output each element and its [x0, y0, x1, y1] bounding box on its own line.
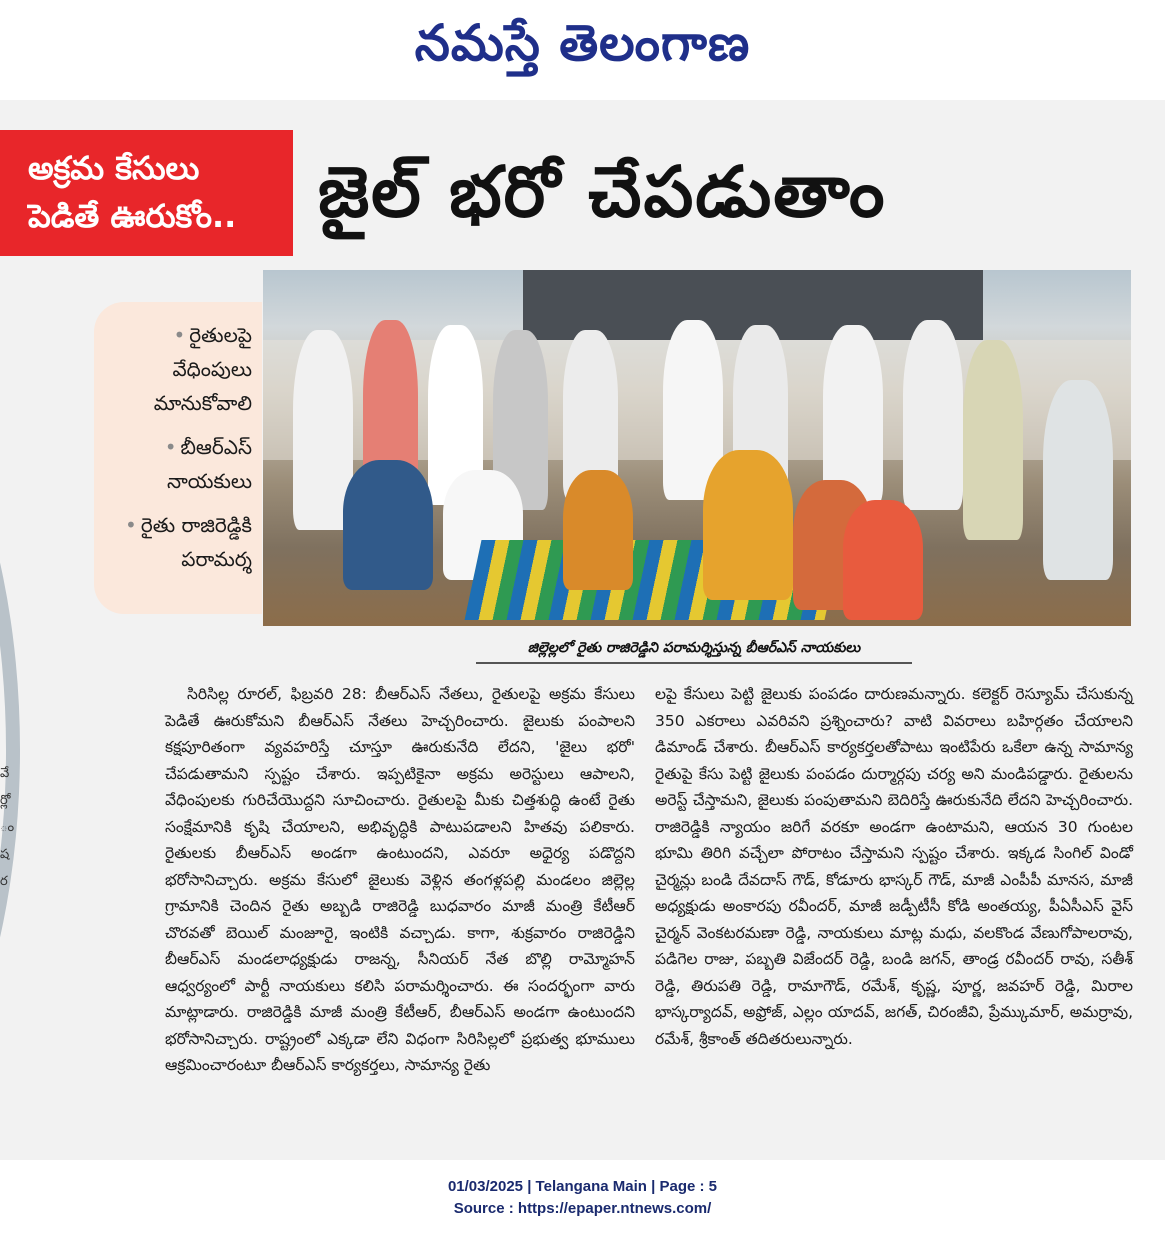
bullet-item — [112, 508, 252, 576]
bullet-dot-icon: • — [173, 323, 186, 347]
adjacent-article-fragment — [0, 760, 14, 895]
photo-caption: జిల్లెల్లలో రైతు రాజిరెడ్డిని పరామర్శిస్తున్న బీఆర్ఎస్ నాయకులు — [476, 634, 912, 664]
bullet-item — [112, 430, 252, 498]
fragment-line: ర — [0, 874, 8, 889]
bullet-dot-icon: • — [164, 435, 177, 459]
fragment-line: వే — [0, 766, 10, 781]
photo-person — [903, 320, 963, 510]
bullet-text: రైతు రాజిరెడ్డికి పరామర్శ — [140, 513, 252, 571]
fragment-line: ం — [0, 820, 15, 835]
photo-person — [1043, 380, 1113, 580]
article-column-1 — [165, 681, 635, 1079]
fragment-line: ర్లో — [0, 793, 11, 808]
bullet-list — [112, 318, 252, 586]
headline: జైల్ భరో చేపడుతాం — [318, 151, 887, 233]
news-photo — [263, 270, 1131, 626]
article-paragraph: సిరిసిల్ల రూరల్, ఫిబ్రవరి 28: బీఆర్ఎస్ నేతలు, రైతులపై అక్రమ కేసులు పెడితే ఊరుకోమని బీఆర్ఎస్ నేతలు హెచ్చరించారు. జైలుకు పంపాలని కక్షపూరితంగా వ్యవహరిస్తే చూస్తూ ఊరుకునేది లేదని, 'జైలు భరో' చేపడుతామని స్పష్టం చేశారు. ఇప్పటికైనా అక్రమ అరెస్టులు ఆపాలని, వేధింపులకు గురిచేయొద్దని సూచించారు. రైతులపై మీకు చిత్తశుద్ధి ఉంటే రైతు సంక్షేమానికి కృషి చేయాలని, అభివృద్ధికి పాటుపడాలని హితవు పలికారు. రైతులకు బీఆర్ఎస్ అండగా ఉంటుందని, ఎవరూ అధైర్య పడొద్దని భరోసానిచ్చారు. అక్రమ కేసులో జైలుకు వెళ్లిన తంగళ్లపల్లి మండలం జిల్లెల్ల గ్రామానికి చెందిన రైతు అబ్బడి రాజిరెడ్డి బుధవారం మాజీ మంత్రి కేటీఆర్ చొరవతో బెయిల్ మంజూరై, ఇంటికి వచ్చాడు. కాగా, శుక్రవారం రాజిరెడ్డిని బీఆర్ఎస్ మండలాధ్యక్షుడు రాజన్న, సీనియర్ నేత బొల్లి రామ్మోహన్ ఆధ్వర్యంలో పార్టీ నాయకులు కలిసి పరామర్శించారు. ఈ సందర్భంగా వారు మాట్లాడారు. రాజిరెడ్డికి మాజీ మంత్రి కేటీఆర్, బీఆర్ఎస్ అండగా ఉంటుందని భరోసానిచ్చారు. రాష్ట్రంలో ఎక్కడా లేని విధంగా సిరిసిల్లలో ప్రభుత్వ భూములు ఆక్రమించారంటూ బీఆర్ఎస్ కార్యకర్తలు, సామాన్య రైతు — [165, 685, 635, 1074]
photo-person — [563, 470, 633, 590]
photo-person — [963, 340, 1023, 540]
photo-person — [843, 500, 923, 620]
photo-person — [823, 325, 883, 505]
newspaper-masthead: నమస్తే తెలంగాణ — [414, 13, 751, 72]
bullet-text: రైతులపై వేధింపులు మానుకోవాలి — [153, 323, 252, 415]
bullet-item — [112, 318, 252, 420]
footer-source-link[interactable]: Source : https://epaper.ntnews.com/ — [453, 1200, 712, 1217]
bullet-dot-icon: • — [125, 513, 137, 537]
fragment-line: ష — [0, 847, 10, 862]
kicker-box — [0, 130, 293, 256]
article-column-2 — [655, 681, 1133, 1052]
footer-edition-info: 01/03/2025 | Telangana Main | Page : 5 — [447, 1178, 718, 1195]
article-paragraph: లపై కేసులు పెట్టి జైలుకు పంపడం దారుణమన్నారు. కలెక్టర్ రెస్యూమ్ చేసుకున్న 350 ఎకరాలు ఎవరివని ప్రశ్నించారు? వాటి వివరాలు బహిర్గతం చేయాలని డిమాండ్ చేశారు. బీఆర్ఎస్ కార్యకర్తలతోపాటు ఇంటిపేరు ఒకేలా ఉన్న సామాన్య రైతుపై కేసు పెట్టి జైలుకు పంపడం దుర్మార్గపు చర్య అని మండిపడ్డారు. రైతులను అరెస్ట్ చేస్తామని, జైలుకు పంపుతామని బెదిరిస్తే ఊరుకునేది లేదని హెచ్చరించారు. రాజిరెడ్డికి న్యాయం జరిగే వరకూ అండగా ఉంటామని, ఆయన 30 గుంటల భూమి తిరిగి వచ్చేలా పోరాటం చేస్తామని స్పష్టం చేశారు. ఇక్కడ సింగిల్ విండో చైర్మన్లు బండి దేవదాస్ గౌడ్, కోడూరు భాస్కర్ గౌడ్, మాజీ ఎంపీపీ మానస, మాజీ అధ్యక్షుడు అంకారపు రవీందర్, మాజీ జడ్పీటీసీ కోడి అంతయ్య, పీఏసీఎస్ వైస్ చైర్మన్ వెంకటరమణా రెడ్డి, నాయకులు మాట్ల మధు, వలకొండ వేణుగోపాలరావు, పడిగెల రాజు, పబ్బతి విజేందర్ రెడ్డి, బండి జగన్, తాండ్ర రవీందర్ రావు, సతీశ్ రెడ్డి, తిరుపతి రెడ్డి, రామాగౌడ్, రమేశ్, కృష్ణ, పూర్ణ, జవహర్ రెడ్డి, మిరాల భాస్కర్యాదవ్, అఫ్రోజ్, ఎల్లం యాదవ్, జగత్, చిరంజీవి, ప్రేమ్కుమార్, అమర్రావు, రమేశ్, శ్రీకాంత్ తదితరులున్నారు. — [655, 685, 1133, 1048]
bullet-text: బీఆర్ఎస్ నాయకులు — [167, 435, 252, 493]
kicker-line-2: పెడితే ఊరుకోం.. — [28, 197, 237, 235]
photo-person — [343, 460, 433, 590]
photo-person — [703, 450, 793, 600]
kicker-line-1: అక్రమ కేసులు — [28, 149, 200, 187]
